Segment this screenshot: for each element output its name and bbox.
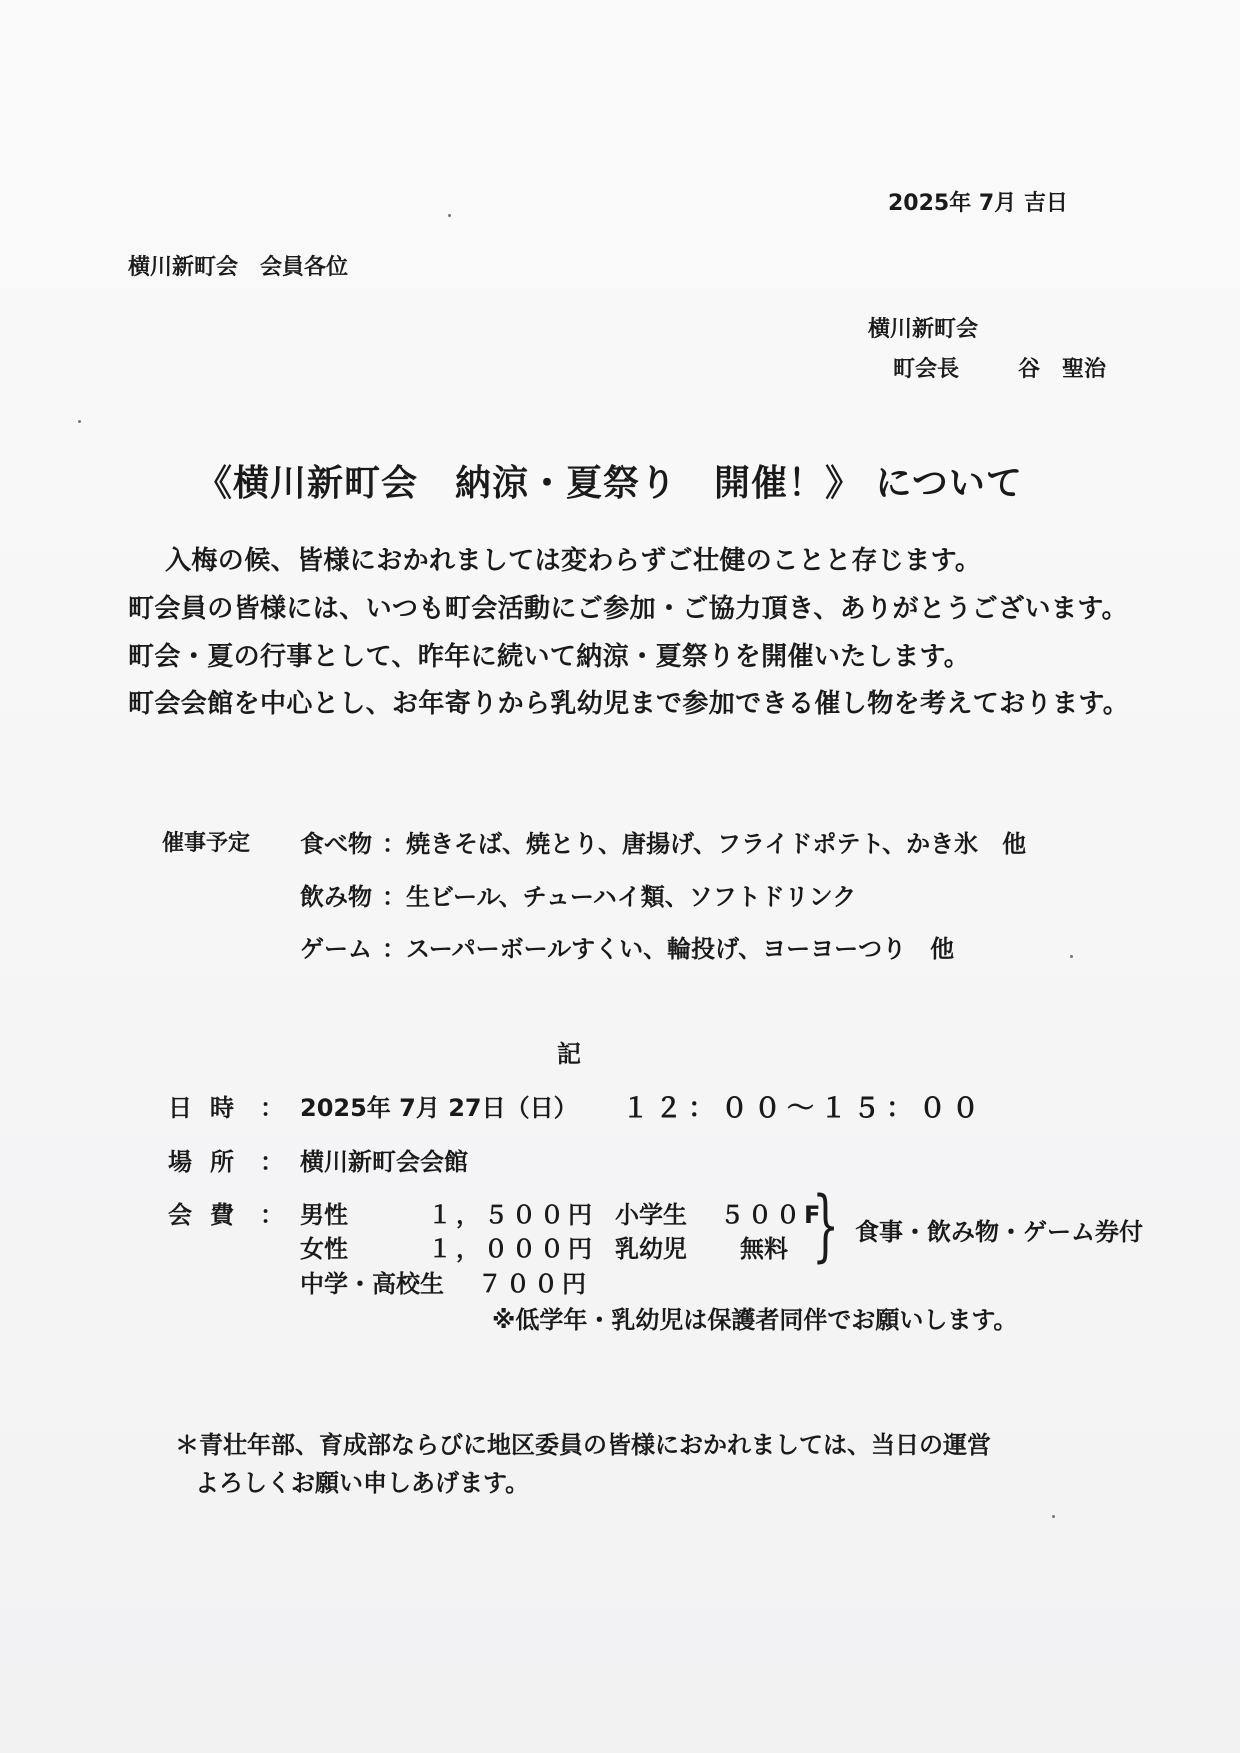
- sender-organization: 横川新町会: [868, 317, 979, 342]
- fee-male-amount: １，５００円: [428, 1201, 596, 1229]
- datetime-label: 日時: [168, 1094, 252, 1122]
- fee-female-amount: １，０００円: [428, 1235, 596, 1263]
- fee-infant-amount: 無料: [740, 1235, 788, 1263]
- fee-infant-label: 乳幼児: [615, 1235, 687, 1263]
- body-paragraph: 町会・夏の行事として、昨年に続いて納涼・夏祭りを開催いたします。: [128, 642, 971, 672]
- fee-male-label: 男性: [300, 1201, 348, 1229]
- fee-remark: ※低学年・乳幼児は保護者同伴でお願いします。: [492, 1306, 1018, 1334]
- fee-label: 会費: [168, 1201, 252, 1229]
- event-label: 食べ物: [300, 830, 372, 858]
- fee-elementary-label: 小学生: [615, 1201, 687, 1229]
- fee-elementary-amount: ５００F: [720, 1201, 825, 1229]
- paper-speck: [448, 214, 451, 217]
- event-value: 焼きそば、焼とり、唐揚げ、フライドポテト、かき氷 他: [406, 830, 1027, 858]
- body-paragraph: 入梅の候、皆様におかれましては変わらずご壮健のことと存じます。: [165, 546, 982, 576]
- fee-female-label: 女性: [300, 1235, 348, 1263]
- venue-value: 横川新町会会館: [300, 1148, 468, 1176]
- issue-date: 2025年 7月 吉日: [888, 191, 1068, 216]
- fee-highschool-amount: ７００円: [478, 1270, 590, 1298]
- datetime-colon: ：: [260, 1094, 284, 1122]
- document-title: 《横川新町会 納涼・夏祭り 開催！》 について: [196, 463, 1023, 504]
- event-value: 生ビール、チューハイ類、ソフトドリンク: [406, 883, 857, 911]
- paper-speck: [1070, 955, 1073, 958]
- paper-speck: [78, 420, 81, 423]
- body-paragraph: 町会員の皆様には、いつも町会活動にご参加・ご協力頂き、ありがとうございます。: [128, 594, 1129, 624]
- event-colon: ：: [382, 883, 406, 911]
- fee-highschool-label: 中学・高校生: [300, 1270, 444, 1298]
- event-time: １２：００～１５：００: [622, 1093, 985, 1124]
- sender-name: 谷 聖治: [1018, 357, 1107, 382]
- event-date: 2025年 7月 27日（日）: [300, 1094, 578, 1122]
- event-colon: ：: [382, 935, 406, 963]
- event-label: ゲーム: [300, 935, 372, 963]
- addressee: 横川新町会 会員各位: [128, 255, 349, 280]
- event-label: 飲み物: [300, 883, 372, 911]
- sender-title: 町会長: [893, 357, 960, 382]
- venue-label: 場所: [168, 1148, 252, 1176]
- fee-includes-note: 食事・飲み物・ゲーム券付: [855, 1218, 1143, 1246]
- closing-line: ＊青壮年部、育成部ならびに地区委員の皆様におかれましては、当日の運営: [175, 1431, 991, 1459]
- venue-colon: ：: [260, 1148, 284, 1176]
- closing-line: よろしくお願い申しあげます。: [195, 1469, 530, 1497]
- paper-speck: [1052, 1515, 1055, 1518]
- fee-colon: ：: [260, 1201, 284, 1229]
- event-colon: ：: [382, 830, 406, 858]
- body-paragraph: 町会会館を中心とし、お年寄りから乳幼児まで参加できる催し物を考えております。: [128, 689, 1130, 719]
- right-brace-icon: }: [812, 1181, 840, 1271]
- events-heading: 催事予定: [162, 831, 251, 856]
- event-value: スーパーボールすくい、輪投げ、ヨーヨーつり 他: [406, 935, 955, 963]
- ki-heading: 記: [557, 1040, 581, 1068]
